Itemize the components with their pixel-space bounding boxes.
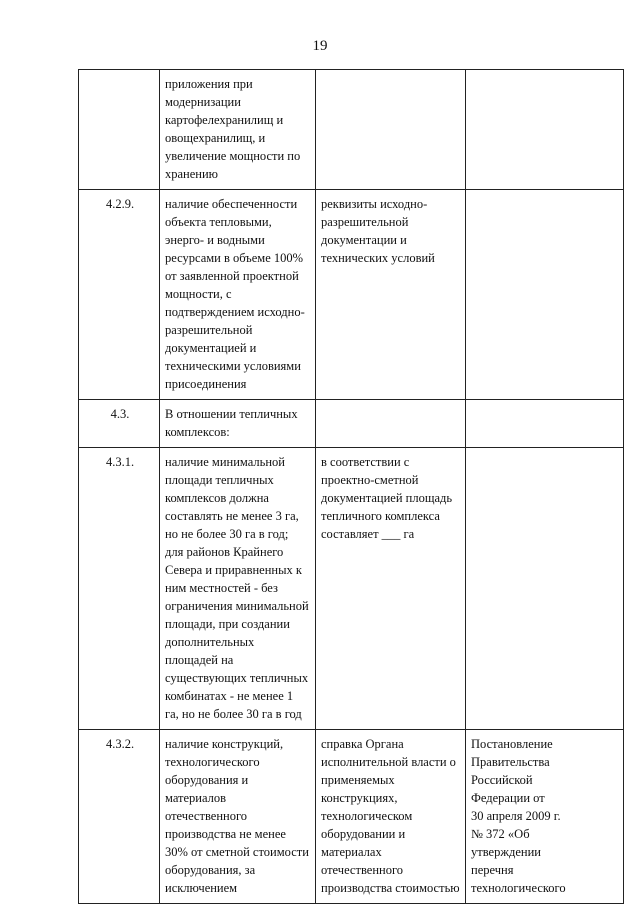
page-number: 19 <box>312 38 328 54</box>
criterion-text: наличие минимальной площади тепличных комплексов должна составлять не менее 3 га, но не более 30 га в год; для районов Крайнего Севера и приравненных к ним местностей - без ограничения минимальной площади, при создании дополнительных площадей на существующих тепличных комбинатах - не менее 1 га, но не более 30 га в год <box>160 448 316 730</box>
reference-text <box>466 70 624 190</box>
criterion-text: приложения при модернизации картофелехранилищ и овощехранилищ, и увеличение мощности по хранению <box>160 70 316 190</box>
table-row <box>79 448 624 730</box>
table-row <box>79 730 624 904</box>
row-number: 4.2.9. <box>79 190 160 400</box>
document-text <box>316 70 466 190</box>
reference-text <box>466 190 624 400</box>
criterion-text: В отношении тепличных комплексов: <box>160 400 316 448</box>
table-row <box>79 400 624 448</box>
criterion-text: наличие обеспеченности объекта тепловыми, энерго- и водными ресурсами в объеме 100% от заявленной проектной мощности, с подтверждением исходно- разрешительной документацией и техническими условиями присоединения <box>160 190 316 400</box>
document-text: справка Органа исполнительной власти о применяемых конструкциях, технологическом оборудовании и материалах отечественного производства стоимостью <box>316 730 466 904</box>
reference-text <box>466 400 624 448</box>
row-number: 4.3.2. <box>79 730 160 904</box>
row-number <box>79 70 160 190</box>
row-number: 4.3.1. <box>79 448 160 730</box>
document-text <box>316 400 466 448</box>
reference-text: Постановление Правительства Российской Федерации от 30 апреля 2009 г. № 372 «Об утверждении перечня технологического <box>466 730 624 904</box>
table-row <box>79 190 624 400</box>
table-row <box>79 70 624 190</box>
criterion-text: наличие конструкций, технологического оборудования и материалов отечественного производства не менее 30% от сметной стоимости оборудования, за исключением <box>160 730 316 904</box>
row-number: 4.3. <box>79 400 160 448</box>
document-text: в соответствии с проектно-сметной документацией площадь тепличного комплекса составляет ___ га <box>316 448 466 730</box>
criteria-table <box>78 69 624 904</box>
reference-text <box>466 448 624 730</box>
document-text: реквизиты исходно- разрешительной документации и технических условий <box>316 190 466 400</box>
